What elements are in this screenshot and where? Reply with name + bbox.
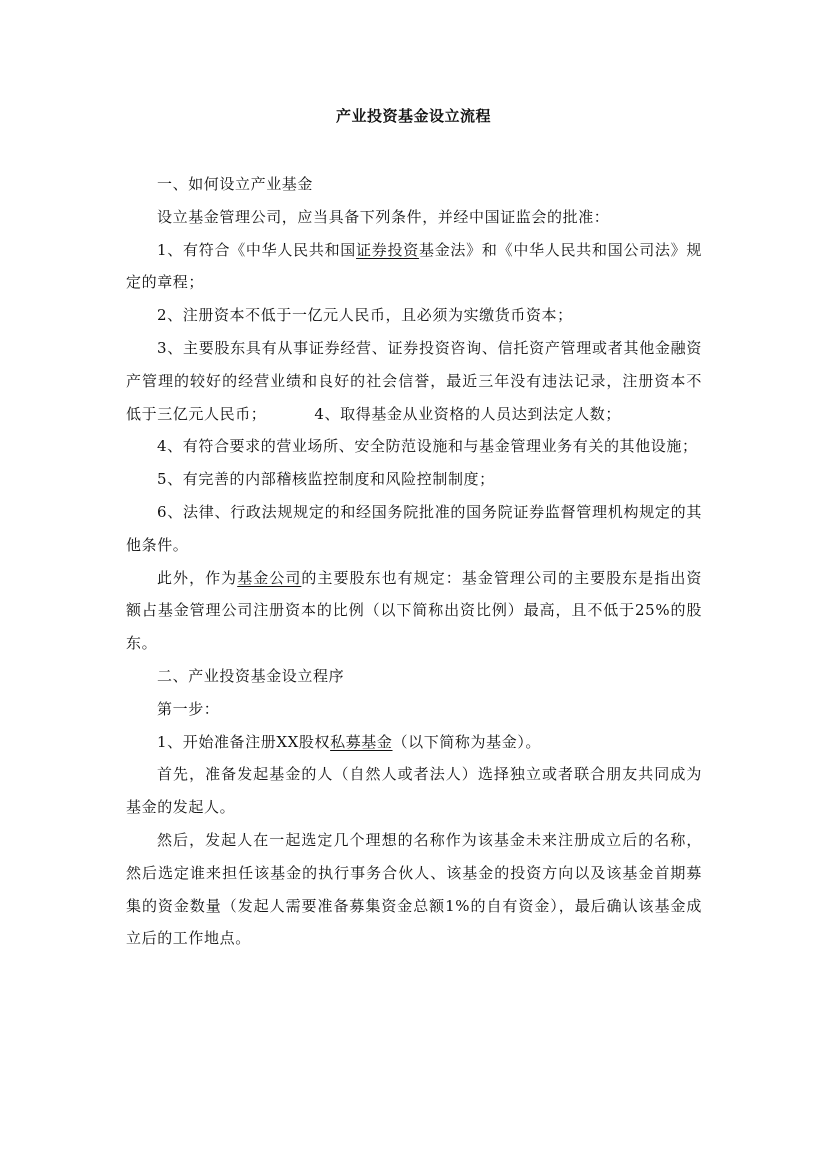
intro-paragraph: 设立基金管理公司，应当具备下列条件，并经中国证监会的批准：: [157, 207, 610, 226]
condition-4: 4、有符合要求的营业场所、安全防范设施和与基金管理业务有关的其他设施；: [157, 437, 698, 456]
condition-3-text-b: 4、取得基金从业资格的人员达到法定人数；: [314, 404, 621, 423]
shareholder-paragraph: [126, 562, 702, 660]
first-paragraph: 首先，准备发起基金的人（自然人或者法人）选择独立或者联合朋友共同成为基金的发起人。: [126, 765, 702, 817]
step-1-text-b: （以下简称为基金）。: [392, 732, 542, 751]
step-1-text-a: 1、开始准备注册XX股权: [157, 732, 331, 751]
condition-6: 6、法律、行政法规规定的和经国务院批准的国务院证券监督管理机构规定的其他条件。: [126, 502, 702, 554]
document-body: [126, 168, 702, 955]
condition-3: [126, 332, 702, 430]
step-1-item: [126, 726, 702, 759]
fund-company-link[interactable]: 基金公司: [237, 568, 302, 587]
condition-1-text-a: 1、有符合《中华人民共和国: [157, 240, 357, 259]
shareholder-text-b: 的主要股东也有规定：基金管理公司的主要股东是指出资额占基金管理公司注册资本的比例（以下简称出资比例）最高，且不低于25%的股东。: [126, 568, 702, 653]
condition-3-text-a: 3、主要股东具有从事证券经营、证券投资咨询、信托资产管理或者其他金融资产管理的较好的经营业绩和良好的社会信誉，最近三年没有违法记录，注册资本不低于三亿元人民币；: [126, 338, 702, 423]
condition-5: 5、有完善的内部稽核监控制度和风险控制制度；: [157, 470, 495, 489]
condition-2: 2、注册资本不低于一亿元人民币，且必须为实缴货币资本；: [157, 306, 573, 325]
condition-1: [126, 234, 702, 300]
condition-1-text-b: 基金法》和《中华人民共和国公司法》规定的章程；: [126, 240, 702, 292]
shareholder-text-a: 此外，作为: [157, 568, 238, 587]
step-1-heading: 第一步：: [157, 699, 220, 718]
then-paragraph: 然后，发起人在一起选定几个理想的名称作为该基金未来注册成立后的名称，然后选定谁来担任该基金的执行事务合伙人、该基金的投资方向以及该基金首期募集的资金数量（发起人需要准备募集资金总额1%的自有资金），最后确认该基金成立后的工作地点。: [126, 830, 702, 948]
private-fund-link[interactable]: 私募基金: [330, 732, 393, 751]
section-heading-2: 二、产业投资基金设立程序: [157, 666, 345, 685]
securities-investment-link[interactable]: 证券投资: [356, 240, 419, 259]
document-title: 产业投资基金设立流程: [335, 107, 491, 125]
section-heading-1: 一、如何设立产业基金: [157, 175, 314, 193]
